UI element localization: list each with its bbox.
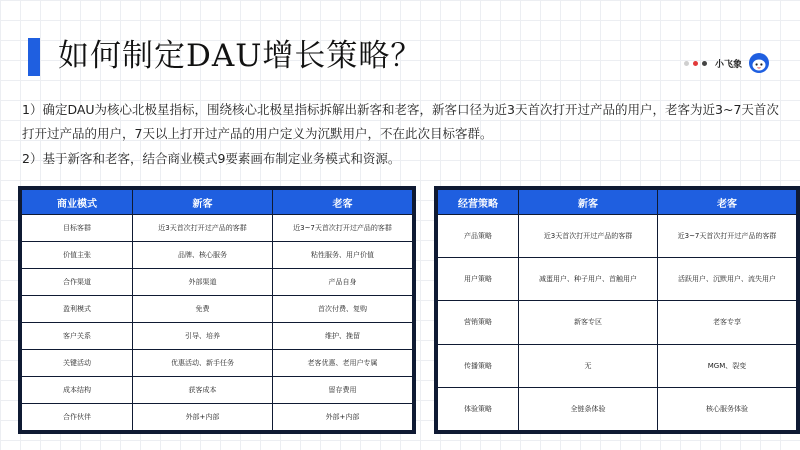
header-cell: 经营策略 <box>438 190 519 215</box>
table-cell: 近3天首次打开过产品的客群 <box>519 215 658 258</box>
table-cell: 产品自身 <box>273 269 413 296</box>
table-cell: 合作渠道 <box>22 269 133 296</box>
table-cell: 用户策略 <box>438 258 519 301</box>
table-cell: 营销策略 <box>438 301 519 344</box>
table-cell: 无 <box>519 344 658 387</box>
table-cell: 老客优惠、老用户专属 <box>273 350 413 377</box>
table-row <box>22 404 413 431</box>
operation-strategy-table <box>434 186 800 434</box>
table-cell: 目标客群 <box>22 215 133 242</box>
table-cell: 获客成本 <box>133 377 273 404</box>
table-cell: 体验策略 <box>438 387 519 430</box>
table-cell: 老客专享 <box>658 301 797 344</box>
header-cell: 新客 <box>519 190 658 215</box>
header-cell: 老客 <box>658 190 797 215</box>
table-row <box>438 387 797 430</box>
table-cell: 减蛋用户、种子用户、首触用户 <box>519 258 658 301</box>
page-title: 如何制定DAU增长策略？ <box>58 38 423 74</box>
header-cell: 老客 <box>273 190 413 215</box>
table-cell: 关键活动 <box>22 350 133 377</box>
table-cell: 免费 <box>133 296 273 323</box>
title-accent-bar <box>28 38 40 76</box>
table-cell: 产品策略 <box>438 215 519 258</box>
table-cell: 成本结构 <box>22 377 133 404</box>
table-header-row <box>22 190 413 215</box>
logo-text: 小飞象 <box>714 59 742 70</box>
table-cell: 外部+内部 <box>133 404 273 431</box>
table-row <box>22 215 413 242</box>
table-cell: 优惠活动、新手任务 <box>133 350 273 377</box>
table-cell: 首次付费、复购 <box>273 296 413 323</box>
table-cell: 传播策略 <box>438 344 519 387</box>
intro-paragraph-1: 1）确定DAU为核心北极星指标，围绕核心北极星指标拆解出新客和老客，新客口径为近3天首次打开过产品的用户，老客为近3~7天首次打开过产品的用户，7天以上打开过产品的用户定义为沉默用户，不在此次目标客群。 <box>22 102 779 141</box>
table-row <box>22 377 413 404</box>
table-row <box>438 301 797 344</box>
table-cell: 外部渠道 <box>133 269 273 296</box>
table-row <box>438 215 797 258</box>
table-row <box>22 242 413 269</box>
table-cell: 核心服务体验 <box>658 387 797 430</box>
table-cell: 合作伙伴 <box>22 404 133 431</box>
table-row <box>22 269 413 296</box>
table-cell: MGM、裂变 <box>658 344 797 387</box>
table-cell: 留存费用 <box>273 377 413 404</box>
table-cell: 新客专区 <box>519 301 658 344</box>
table-cell: 活跃用户、沉默用户、流失用户 <box>658 258 797 301</box>
business-model-table <box>18 186 416 434</box>
table-row <box>438 258 797 301</box>
logo-dot-2 <box>693 61 698 66</box>
table-cell: 全链条体验 <box>519 387 658 430</box>
table-cell: 价值主张 <box>22 242 133 269</box>
table-row <box>22 323 413 350</box>
brand-logo <box>684 52 770 74</box>
table-cell: 粘性服务、用户价值 <box>273 242 413 269</box>
table-cell: 近3天首次打开过产品的客群 <box>133 215 273 242</box>
table-row <box>22 350 413 377</box>
table-header-row <box>438 190 797 215</box>
table-row <box>22 296 413 323</box>
intro-paragraph-2: 2）基于新客和老客，结合商业模式9要素画布制定业务模式和资源。 <box>22 151 401 166</box>
table-cell: 维护、挽留 <box>273 323 413 350</box>
table-cell: 近3~7天首次打开过产品的客群 <box>273 215 413 242</box>
logo-dot-1 <box>684 61 689 66</box>
table-cell: 客户关系 <box>22 323 133 350</box>
table-cell: 近3~7天首次打开过产品的客群 <box>658 215 797 258</box>
mascot-icon <box>748 52 770 74</box>
header-cell: 新客 <box>133 190 273 215</box>
table-cell: 引导、培养 <box>133 323 273 350</box>
table-cell: 外部+内部 <box>273 404 413 431</box>
header-cell: 商业模式 <box>22 190 133 215</box>
table-cell: 品牌、核心服务 <box>133 242 273 269</box>
table-cell: 盈利模式 <box>22 296 133 323</box>
logo-dot-3 <box>702 61 707 66</box>
table-row <box>438 344 797 387</box>
